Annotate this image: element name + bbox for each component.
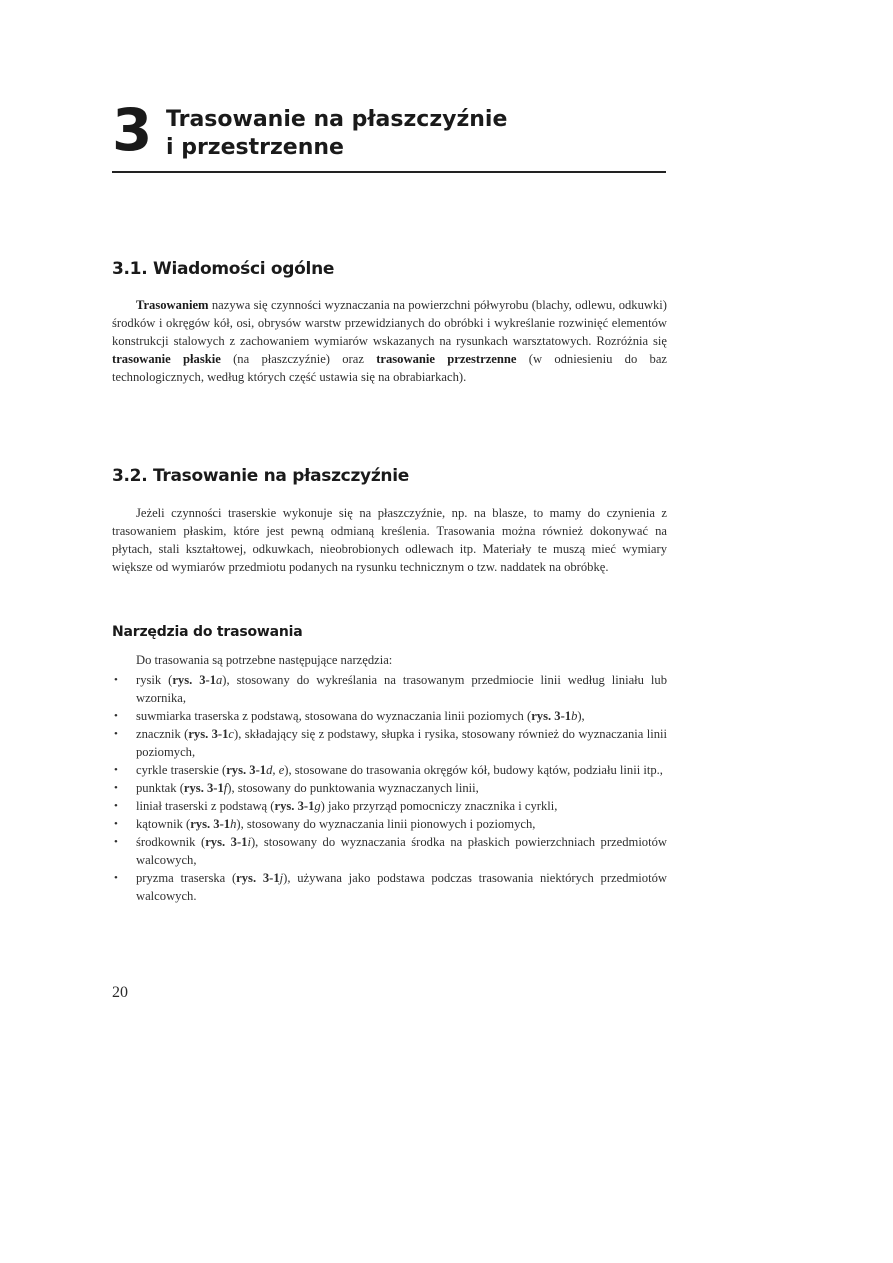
list-item xyxy=(112,833,667,869)
term-trasowanie-plaskie: trasowanie płaskie xyxy=(112,352,221,366)
figure-reference: rys. 3-1 xyxy=(236,871,280,885)
bullet-icon: • xyxy=(114,728,118,740)
item-text: środkownik ( xyxy=(136,835,206,849)
item-text: kątownik ( xyxy=(136,817,191,831)
chapter-title-line-2: i przestrzenne xyxy=(166,135,344,160)
bullet-icon: • xyxy=(114,764,118,776)
term-trasowaniem: Trasowaniem xyxy=(136,298,209,312)
page-number: 20 xyxy=(112,984,128,1001)
figure-subpart: i xyxy=(247,835,251,849)
figure-reference: rys. 3-1 xyxy=(531,709,572,723)
figure-subpart: b xyxy=(571,709,578,723)
list-item xyxy=(112,815,667,833)
paragraph-text: (w odniesieniu do baz technologicznych, według których część ustawia się na obrabiarkach). xyxy=(112,352,667,384)
list-item xyxy=(112,797,667,815)
bullet-icon: • xyxy=(114,818,118,830)
figure-subpart: g xyxy=(314,799,321,813)
section-heading-3-1: 3.1. Wiadomości ogólne xyxy=(112,259,335,279)
chapter-title-line-1: Trasowanie na płaszczyźnie xyxy=(166,107,508,132)
item-text: ), używana jako podstawa podczas trasowania niektórych przedmiotów walcowych. xyxy=(136,871,667,903)
list-item xyxy=(112,725,667,761)
item-text: punktak ( xyxy=(136,781,184,795)
figure-reference: rys. 3-1 xyxy=(274,799,315,813)
bullet-icon: • xyxy=(114,782,118,794)
section-heading-3-2: 3.2. Trasowanie na płaszczyźnie xyxy=(112,466,409,486)
list-item xyxy=(112,761,667,779)
bullet-icon: • xyxy=(114,872,118,884)
figure-subpart: a xyxy=(216,673,223,687)
section-3-2-paragraph: Jeżeli czynności traserskie wykonuje się na płaszczyźnie, np. na blasze, to mamy do czynienia z trasowaniem płaskim, które jest pewną odmianą kreślenia. Trasowania można również dokonywać na płytach, stali kształtowej, odkuwkach, nieobrobionych odlewach itp. Materiały te muszą mieć wymiary większe od wymiarów przedmiotu podanych na rysunku technicznym o tzw. naddatek na obróbkę. xyxy=(112,506,667,574)
item-text: znacznik ( xyxy=(136,727,189,741)
list-item xyxy=(112,779,667,797)
figure-subpart: f xyxy=(223,781,228,795)
figure-reference: rys. 3-1 xyxy=(172,673,216,687)
item-text: ), stosowany do wyznaczania linii pionowych i poziomych, xyxy=(236,817,536,831)
item-text: rysik ( xyxy=(136,673,173,687)
list-item xyxy=(112,671,667,707)
figure-reference: rys. 3-1 xyxy=(183,781,224,795)
item-text: ), stosowane do trasowania okręgów kół, budowy kątów, podziału linii itp., xyxy=(284,763,663,777)
bullet-icon: • xyxy=(114,674,118,686)
paragraph-text: nazywa się czynności wyznaczania na powierzchni półwyrobu (blachy, odlewu, odkuwki) środków i okręgów kół, osi, obrysów warstw przewidzianych do obróbki i wykreślanie rozwinięć elementów konstrukcji stalowych z zachowaniem wymiarów wskazanych na rysunkach warsztatowych. Rozróżnia się xyxy=(112,298,667,348)
figure-subpart: j xyxy=(279,871,284,885)
bullet-icon: • xyxy=(114,710,118,722)
figure-subpart: d, e xyxy=(266,763,285,777)
item-text: ), składający się z podstawy, słupka i rysika, stosowany również do wyznaczania linii poziomych, xyxy=(136,727,667,759)
tools-intro: Do trasowania są potrzebne następujące narzędzia: xyxy=(136,653,393,667)
figure-subpart: h xyxy=(230,817,237,831)
figure-subpart: c xyxy=(228,727,234,741)
paragraph-text: (na płaszczyźnie) oraz xyxy=(220,352,377,366)
item-text: pryzma traserska ( xyxy=(136,871,237,885)
item-text: ), xyxy=(577,709,585,723)
item-text: liniał traserski z podstawą ( xyxy=(136,799,275,813)
figure-reference: rys. 3-1 xyxy=(205,835,248,849)
chapter-title xyxy=(166,106,507,162)
tools-heading: Narzędzia do trasowania xyxy=(112,624,303,640)
list-item xyxy=(112,869,667,905)
figure-reference: rys. 3-1 xyxy=(190,817,231,831)
tools-list xyxy=(112,671,667,905)
bullet-icon: • xyxy=(114,800,118,812)
item-text: cyrkle traserskie ( xyxy=(136,763,227,777)
section-3-1-paragraph xyxy=(112,296,667,386)
item-text: ), stosowany do wyznaczania środka na płaskich powierzchniach przedmiotów walcowych, xyxy=(136,835,667,867)
item-text: ) jako przyrząd pomocniczy znacznika i cyrkli, xyxy=(320,799,558,813)
bullet-icon: • xyxy=(114,836,118,848)
item-text: suwmiarka traserska z podstawą, stosowana do wyznaczania linii poziomych ( xyxy=(136,709,532,723)
chapter-rule xyxy=(112,171,666,173)
figure-reference: rys. 3-1 xyxy=(226,763,267,777)
figure-reference: rys. 3-1 xyxy=(188,727,229,741)
item-text: ), stosowany do punktowania wyznaczanych linii, xyxy=(227,781,479,795)
chapter-number: 3 xyxy=(112,96,153,164)
item-text: ), stosowany do wykreślania na trasowanym przedmiocie linii według liniału lub wzornika, xyxy=(136,673,667,705)
term-trasowanie-przestrzenne: trasowanie przestrzenne xyxy=(376,352,517,366)
list-item xyxy=(112,707,667,725)
